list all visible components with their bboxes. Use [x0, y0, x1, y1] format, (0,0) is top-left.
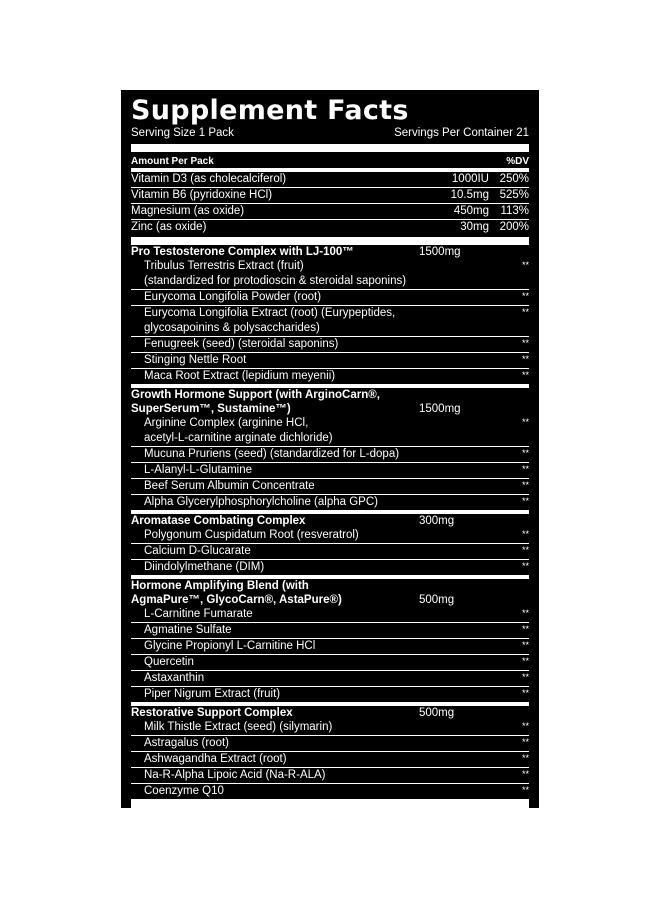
- amount-header-row: [131, 152, 529, 168]
- ingredient-row: [131, 353, 529, 369]
- blend-name: Pro Testosterone Complex with LJ-100™: [131, 246, 354, 258]
- vitamin-dv: 525%: [499, 189, 529, 201]
- ingredient-dv: **: [521, 785, 529, 795]
- blend-amount: 500mg: [419, 594, 455, 606]
- ingredient-name-line: Glycine Propionyl L-Carnitine HCl: [144, 640, 316, 652]
- serving-size: Serving Size 1 Pack: [131, 127, 234, 139]
- ingredient-row: [131, 528, 529, 544]
- amount-per-pack-label: Amount Per Pack: [131, 156, 214, 167]
- blend-dv-spacer: [499, 402, 529, 416]
- ingredient-name-line: L-Alanyl-L-Glutamine: [144, 464, 253, 476]
- blend-heading: [131, 388, 529, 402]
- vitamin-amount: 1000IU: [451, 173, 489, 185]
- servings-per-container: Servings Per Container 21: [394, 127, 529, 139]
- ingredient-dv: **: [521, 688, 529, 698]
- ingredient-dv: **: [521, 370, 529, 380]
- ingredient-dv: **: [521, 417, 529, 427]
- ingredient-dv: **: [521, 737, 529, 747]
- ingredient-name-line: Astragalus (root): [144, 737, 230, 749]
- ingredient-name-line: Tribulus Terrestris Extract (fruit): [144, 260, 304, 272]
- ingredient-name: [144, 353, 509, 368]
- footnote: **Daily Value (DV) not established.: [131, 811, 302, 823]
- ingredient-name: [144, 720, 509, 735]
- ingredient-name: [144, 369, 509, 384]
- vitamin-name: Magnesium (as oxide): [131, 205, 245, 217]
- ingredient-name: [144, 463, 509, 478]
- blend-name: Hormone Amplifying Blend (with: [131, 580, 309, 592]
- vitamin-dv: 250%: [499, 173, 529, 185]
- ingredient-name: [144, 655, 509, 670]
- ingredient-name: [144, 560, 509, 575]
- blend-heading: [131, 579, 529, 593]
- ingredient-row: [131, 337, 529, 353]
- ingredient-name-line: Astaxanthin: [144, 672, 205, 684]
- ingredient-name: [144, 528, 509, 543]
- ingredient-name-line: Calcium D-Glucarate: [144, 545, 251, 557]
- vitamin-row: [131, 204, 529, 220]
- vitamin-row: [131, 188, 529, 204]
- ingredient-dv: **: [521, 753, 529, 763]
- ingredient-name: [144, 479, 509, 494]
- ingredient-row: [131, 655, 529, 671]
- blend-amount: 1500mg: [419, 246, 461, 258]
- ingredient-dv: **: [521, 448, 529, 458]
- ingredient-name: [144, 337, 509, 352]
- ingredient-row: [131, 369, 529, 385]
- vitamin-dv: 113%: [500, 205, 529, 217]
- ingredient-name: [144, 416, 509, 446]
- ingredient-row: [131, 416, 529, 447]
- ingredient-name: [144, 290, 509, 305]
- ingredient-dv: **: [521, 354, 529, 364]
- ingredient-dv: **: [521, 529, 529, 539]
- blend-dv-spacer: [499, 579, 529, 593]
- ingredient-name-line: Maca Root Extract (lepidium meyenii): [144, 370, 336, 382]
- ingredient-name: [144, 447, 509, 462]
- blend-amount: 500mg: [419, 707, 455, 719]
- ingredient-name-line: (standardized for protodioscin & steroidal saponins): [144, 275, 407, 287]
- blends-section: [131, 245, 529, 800]
- ingredient-name-line: Na-R-Alpha Lipoic Acid (Na-R-ALA): [144, 769, 326, 781]
- blend-dv-spacer: [499, 706, 529, 720]
- ingredient-name-line: acetyl-L-carnitine arginate dichloride): [144, 432, 333, 444]
- ingredient-name: [144, 671, 509, 686]
- ingredient-name-line: Milk Thistle Extract (seed) (silymarin): [144, 721, 333, 733]
- ingredient-row: [131, 259, 529, 290]
- ingredient-row: [131, 784, 529, 800]
- ingredient-row: [131, 639, 529, 655]
- ingredient-dv: **: [521, 480, 529, 490]
- ingredient-name-line: Quercetin: [144, 656, 194, 668]
- blend-dv-spacer: [499, 388, 529, 402]
- vitamin-amount: 30mg: [460, 221, 489, 233]
- ingredient-dv: **: [521, 307, 529, 317]
- ingredient-dv: **: [521, 769, 529, 779]
- dv-header: %DV: [506, 156, 529, 167]
- ingredient-row: [131, 687, 529, 703]
- ingredient-row: [131, 463, 529, 479]
- serving-info-row: [131, 126, 529, 140]
- ingredient-name: [144, 736, 509, 751]
- ingredient-name-line: Mucuna Pruriens (seed) (standardized for L-dopa): [144, 448, 400, 460]
- blend-dv-spacer: [499, 593, 529, 607]
- ingredient-name: [144, 495, 509, 510]
- ingredient-name: [144, 784, 509, 799]
- ingredient-name-line: Arginine Complex (arginine HCl,: [144, 417, 309, 429]
- ingredient-dv: **: [521, 624, 529, 634]
- ingredient-name: [144, 544, 509, 559]
- ingredient-row: [131, 623, 529, 639]
- ingredient-dv: **: [521, 260, 529, 270]
- ingredient-name: [144, 623, 509, 638]
- ingredient-dv: **: [521, 561, 529, 571]
- ingredient-row: [131, 671, 529, 687]
- blend-dv-spacer: [499, 245, 529, 259]
- blend-amount: 1500mg: [419, 403, 461, 415]
- blend-name: Restorative Support Complex: [131, 707, 293, 719]
- ingredient-name-line: Diindolylmethane (DIM): [144, 561, 265, 573]
- thick-divider: [131, 237, 529, 245]
- blend-heading: [131, 245, 529, 259]
- ingredient-name-line: Eurycoma Longifolia Extract (root) (Eurypeptides,: [144, 307, 396, 319]
- ingredient-name-line: Beef Serum Albumin Concentrate: [144, 480, 315, 492]
- ingredient-name-line: Piper Nigrum Extract (fruit): [144, 688, 281, 700]
- vitamin-dv: 200%: [499, 221, 529, 233]
- ingredient-dv: **: [521, 291, 529, 301]
- ingredient-name-line: Polygonum Cuspidatum Root (resveratrol): [144, 529, 359, 541]
- vitamin-amount: 10.5mg: [450, 189, 489, 201]
- ingredient-name-line: glycosapoinins & polysaccharides): [144, 322, 320, 334]
- supplement-facts-label: [131, 96, 529, 824]
- blend-heading: [131, 514, 529, 528]
- ingredient-row: [131, 560, 529, 576]
- ingredient-name-line: Ashwagandha Extract (root): [144, 753, 287, 765]
- ingredient-name-line: Coenzyme Q10: [144, 785, 224, 797]
- ingredient-name-line: Fenugreek (seed) (steroidal saponins): [144, 338, 339, 350]
- blend-amount: [419, 388, 499, 402]
- ingredient-row: [131, 290, 529, 306]
- vitamin-amount: 450mg: [453, 205, 489, 217]
- vitamin-name: Vitamin D3 (as cholecalciferol): [131, 173, 287, 185]
- blend-name: AgmaPure™, GlycoCarn®, AstaPure®): [131, 594, 342, 606]
- ingredient-name-line: Eurycoma Longifolia Powder (root): [144, 291, 322, 303]
- ingredient-name-line: Agmatine Sulfate: [144, 624, 232, 636]
- ingredient-name-line: Stinging Nettle Root: [144, 354, 247, 366]
- ingredient-name: [144, 752, 509, 767]
- blend-heading: [131, 402, 529, 416]
- blend-dv-spacer: [499, 514, 529, 528]
- ingredient-dv: **: [521, 672, 529, 682]
- ingredient-name-line: Alpha Glycerylphosphorylcholine (alpha GPC): [144, 496, 378, 508]
- label-title: Supplement Facts: [131, 95, 409, 126]
- vitamins-table: [131, 172, 529, 235]
- ingredient-dv: **: [521, 608, 529, 618]
- ingredient-name: [144, 259, 509, 289]
- ingredient-dv: **: [521, 338, 529, 348]
- vitamin-row: [131, 220, 529, 235]
- ingredient-dv: **: [521, 464, 529, 474]
- blend-name: SuperSerum™, Sustamine™): [131, 403, 291, 415]
- ingredient-row: [131, 495, 529, 511]
- vitamin-row: [131, 172, 529, 188]
- blend-name: Aromatase Combating Complex: [131, 515, 306, 527]
- ingredient-row: [131, 479, 529, 495]
- ingredient-row: [131, 544, 529, 560]
- blend-heading: [131, 706, 529, 720]
- ingredient-name: [144, 306, 509, 336]
- vitamin-name: Vitamin B6 (pyridoxine HCl): [131, 189, 273, 201]
- blend-name: Growth Hormone Support (with ArginoCarn®,: [131, 389, 380, 401]
- ingredient-dv: **: [521, 721, 529, 731]
- thick-divider: [131, 800, 529, 808]
- ingredient-dv: **: [521, 496, 529, 506]
- ingredient-row: [131, 447, 529, 463]
- ingredient-name-line: L-Carnitine Fumarate: [144, 608, 253, 620]
- ingredient-row: [131, 607, 529, 623]
- ingredient-row: [131, 752, 529, 768]
- ingredient-dv: **: [521, 656, 529, 666]
- ingredient-name: [144, 639, 509, 654]
- ingredient-dv: **: [521, 640, 529, 650]
- ingredient-name: [144, 607, 509, 622]
- ingredient-name: [144, 768, 509, 783]
- ingredient-row: [131, 736, 529, 752]
- blend-amount: [419, 579, 499, 593]
- ingredient-row: [131, 720, 529, 736]
- ingredient-dv: **: [521, 545, 529, 555]
- vitamin-name: Zinc (as oxide): [131, 221, 207, 233]
- thick-divider: [131, 144, 529, 152]
- ingredient-row: [131, 768, 529, 784]
- blend-amount: 300mg: [419, 515, 455, 527]
- ingredient-row: [131, 306, 529, 337]
- blend-heading: [131, 593, 529, 607]
- ingredient-name: [144, 687, 509, 702]
